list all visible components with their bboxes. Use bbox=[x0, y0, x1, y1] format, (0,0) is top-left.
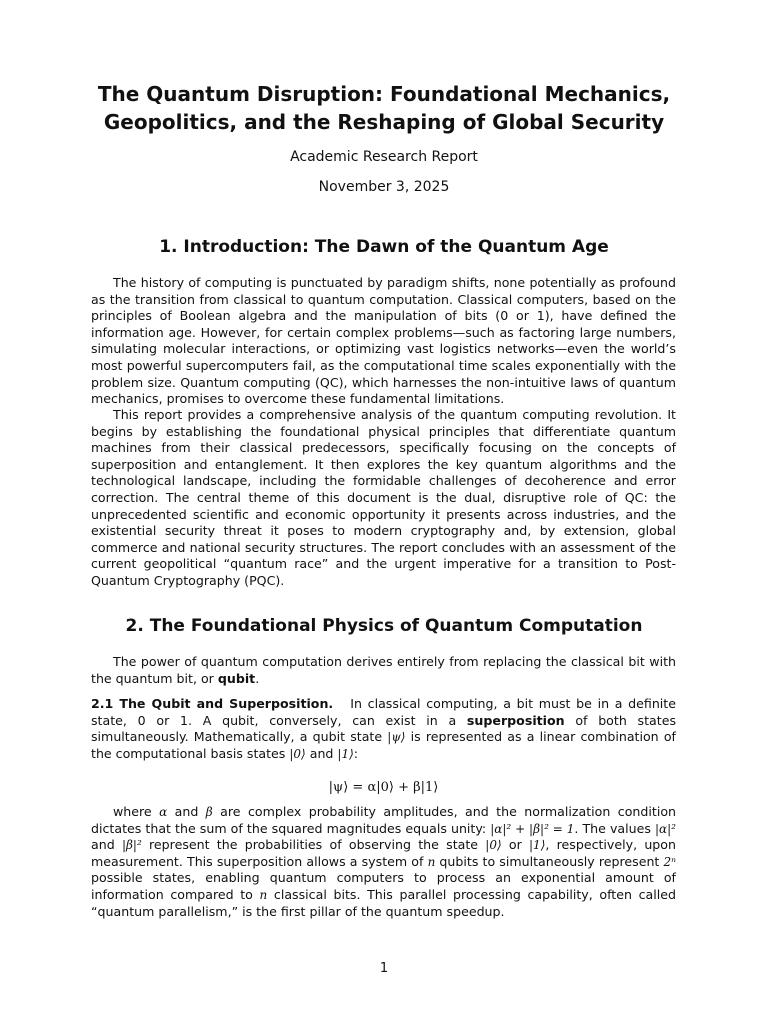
page-number: 1 bbox=[379, 961, 389, 976]
report-date: November 3, 2025 bbox=[318, 179, 450, 195]
paragraph-text: is represented as a linear combination of the computational basis states bbox=[91, 729, 676, 761]
paragraph-text: and bbox=[167, 804, 206, 819]
superposition-term: superposition bbox=[466, 712, 565, 728]
document-title bbox=[60, 80, 708, 136]
subsection-2-1-heading: 2.1 The Qubit and Superposition. bbox=[91, 696, 334, 711]
psi-symbol: |ψ⟩ bbox=[387, 730, 406, 745]
paragraph-text: The power of quantum computation derives entirely from replacing the classical bit with the quantum bit, or bbox=[91, 654, 676, 686]
section-2-paragraph-3 bbox=[91, 804, 676, 920]
title-line-1: The Quantum Disruption: Foundational Mechanics, bbox=[97, 82, 671, 106]
paragraph-text: , respectively, upon measurement. This superposition allows a system of bbox=[91, 837, 676, 869]
subsection-2-1-paragraph bbox=[91, 696, 676, 762]
alpha-symbol: α bbox=[159, 805, 168, 819]
ket-1-symbol: |1⟩ bbox=[529, 838, 546, 853]
two-to-n-symbol: 2ⁿ bbox=[663, 854, 676, 869]
paragraph-text: of both states simultaneously. Mathematically, a qubit state bbox=[91, 712, 677, 745]
paragraph-text: and bbox=[305, 745, 338, 761]
beta-symbol: β bbox=[205, 805, 213, 819]
n-symbol: n bbox=[259, 887, 268, 902]
ket-0-symbol: |0⟩ bbox=[289, 746, 306, 761]
section-2-paragraph-1 bbox=[91, 654, 676, 687]
paragraph-text: possible states, enabling quantum computers to process an exponential amount of information compared to bbox=[91, 870, 676, 902]
qubit-term: qubit bbox=[217, 670, 256, 686]
n-symbol: n bbox=[427, 854, 436, 869]
paragraph-text: or bbox=[501, 837, 530, 853]
section-1-paragraph-2: This report provides a comprehensive analysis of the quantum computing revolution. It begins by establishing the foundational physical principles that differentiate quantum machines from their classical predecessors, specifically focusing on the concepts of superposition and entanglement. It then explores the key quantum algorithms and the technological landscape, including the formidable challenges of decoherence and error correction. The central theme of this document is the dual, disruptive role of QC: the unprecedented scientific and economic opportunity it presents across industries, and the existential security threat it poses to modern cryptography and, by extension, global commerce and national security structures. The report concludes with an assessment of the current geopolitical “quantum race” and the urgent imperative for a transition to Post-Quantum Cryptography (PQC). bbox=[91, 407, 676, 588]
report-subtitle: Academic Research Report bbox=[290, 149, 478, 165]
paragraph-text: where bbox=[113, 804, 160, 819]
paragraph-text: . bbox=[255, 670, 260, 686]
ket-1-symbol: |1⟩ bbox=[337, 746, 354, 761]
paragraph-text: represent the probabilities of observing the state bbox=[141, 837, 486, 853]
title-line-2: Geopolitics, and the Reshaping of Global Security bbox=[103, 110, 665, 134]
paragraph-text: classical bits. This parallel processing capability, often called “quantum parallelism,” is the first pillar of the quantum speedup. bbox=[91, 886, 676, 919]
ket-0-symbol: |0⟩ bbox=[485, 838, 502, 853]
section-1-heading: 1. Introduction: The Dawn of the Quantum Age bbox=[159, 237, 609, 257]
paragraph-text: qubits to simultaneously represent bbox=[435, 853, 664, 869]
alpha-squared-symbol: |α|² bbox=[654, 821, 676, 836]
section-2-heading: 2. The Foundational Physics of Quantum Computation bbox=[125, 616, 643, 636]
paragraph-text: are complex probability amplitudes, and the normalization condition dictates that the sum of the squared magnitudes equals unity: bbox=[91, 804, 677, 836]
paragraph-text: . The values bbox=[574, 820, 655, 836]
normalization-equation: |α|² + |β|² = 1 bbox=[490, 821, 575, 836]
beta-squared-symbol: |β|² bbox=[121, 838, 142, 853]
qubit-state-equation: |ψ⟩ = α|0⟩ + β|1⟩ bbox=[328, 780, 439, 795]
paragraph-text: : bbox=[353, 745, 359, 761]
section-1-paragraph-1: The history of computing is punctuated by paradigm shifts, none potentially as profound as the transition from classical to quantum computation. Classical computers, based on the principles of Boolean algebra and the manipulation of bits (0 or 1), have defined the information age. However, for certain complex problems—such as factoring large numbers, simulating molecular interactions, or optimizing vast logistics networks—even the world’s most powerful supercomputers fail, as the computational time scales exponentially with the problem size. Quantum computing (QC), which harnesses the non-intuitive laws of quantum mechanics, promises to overcome these fundamental limitations. bbox=[91, 275, 676, 407]
paragraph-text: In classical computing, a bit must be in a definite state, 0 or 1. A qubit, conversely, can exist in a bbox=[91, 696, 676, 728]
paragraph-text: and bbox=[91, 837, 122, 853]
